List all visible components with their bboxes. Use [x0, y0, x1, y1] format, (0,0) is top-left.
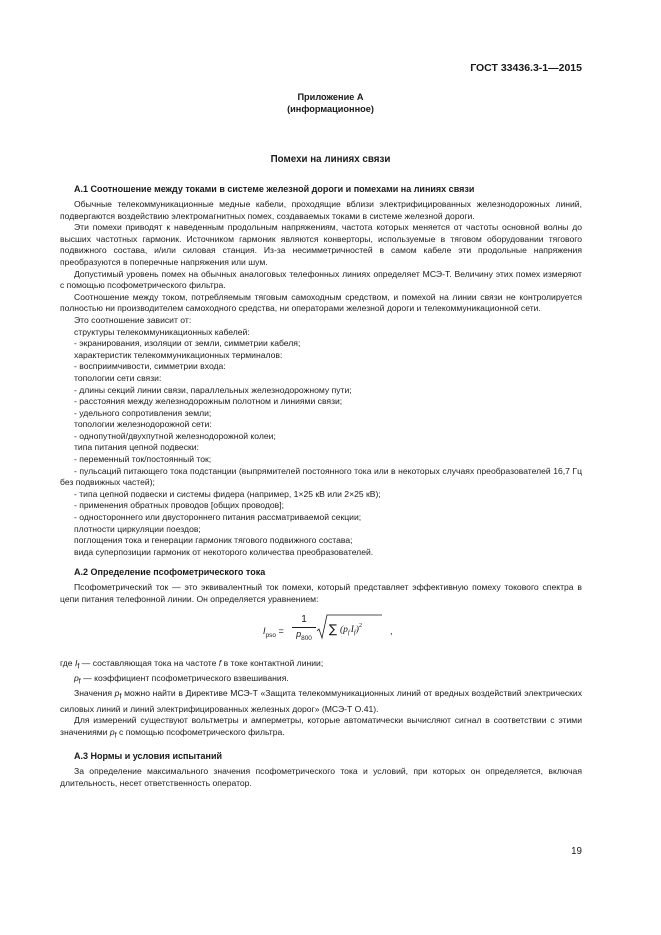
- page-title: Помехи на линиях связи: [270, 154, 391, 165]
- list-item: поглощения тока и генерации гармоник тягового подвижного состава;: [74, 535, 353, 546]
- list-item: топологии сети связи:: [74, 372, 162, 383]
- where-clause-2: $p_f$ — коэффициент псофометрического взвешивания.: [74, 672, 289, 686]
- page-number: 19: [571, 846, 582, 857]
- appendix-title: Приложение А: [297, 92, 364, 102]
- list-item: - типа цепной подвески и системы фидера (например, 1×25 кВ или 2×25 кВ);: [74, 488, 381, 499]
- paragraph: Эти помехи приводят к наведенным продольным напряжениям, частота которых меняется от частоты основной волны до высших частотных гармоник. Источником гармоник являются конверторы, используемые в тяговом оборудовании тягового подвижного состава, и/или силовая станция. Из-за несимметричностей в самом кабеле эти продольные напряжения преобразуются в поперечные напряжения или шум.: [60, 222, 582, 267]
- section-heading-a2: А.2 Определение псофометрического тока: [74, 567, 266, 578]
- paragraph: Для измерений существуют вольтметры и амперметры, которые автоматически вычисляют сигнал в соответствии с этими значениями $p_f$ с помощью псофометрического фильтра.: [60, 715, 582, 740]
- document-body: [60, 183, 582, 789]
- paragraph: Значения $p_f$ можно найти в Директиве МСЭ-Т «Защита телекоммуникационных линий от вредных воздействий электрических силовых линий и линий электрифицированных железных дорог» (МСЭ-Т О.41).: [60, 688, 582, 714]
- paragraph: Это соотношение зависит от:: [74, 314, 192, 325]
- appendix-subtitle: (информационное): [287, 103, 374, 114]
- formula-comma: ,: [390, 625, 393, 636]
- list-item: характеристик телекоммуникационных терминалов:: [74, 349, 283, 360]
- appendix-heading: [0, 92, 661, 115]
- list-item: - применения обратных проводов [общих проводов];: [74, 500, 284, 511]
- paragraph: Соотношение между током, потребляемым тяговым самоходным средством, и помехой на линии связи не контролируется полностью ни производителем самоходного средства, ни операторами железной дороги и телекоммуникационной сети.: [60, 291, 582, 314]
- section-heading-a1: А.1 Соотношение между токами в системе железной дороги и помехами на линиях связи: [74, 184, 475, 194]
- formula-fraction: [292, 614, 316, 644]
- list-item: типа питания цепной подвески:: [74, 442, 199, 453]
- paragraph: Обычные телекоммуникационные медные кабели, проходящие вблизи электрифицированных железнодорожных линий, подвергаются воздействию электромагнитных помех, создаваемых токами в системе железной дороги.: [60, 199, 582, 221]
- formula-lhs: $I_{pso}$ =: [263, 625, 284, 639]
- square-root-sum: [316, 613, 384, 641]
- formula-denominator: $p_{800}$: [296, 628, 312, 642]
- psophometric-formula: [60, 608, 582, 654]
- fraction-bar: [292, 627, 316, 628]
- list-item: - экранирования, изоляции от земли, симметрии кабеля;: [74, 338, 301, 349]
- list-item: - удельного сопротивления земли;: [74, 407, 212, 418]
- list-item: - однопутной/двухпутной железнодорожной колеи;: [74, 430, 276, 441]
- list-item: - одностороннего или двустороннего питания рассматриваемой секции;: [74, 512, 362, 523]
- sum-term: $(p_fI_f)^2$: [340, 621, 363, 636]
- formula-numerator: 1: [301, 613, 307, 625]
- list-item: вида суперпозиции гармоник от некоторого количества преобразователей.: [74, 546, 374, 557]
- section-heading-a3: А.3 Нормы и условия испытаний: [74, 751, 223, 762]
- list-item: - пульсаций питающего тока подстанции (выпрямителей постоянного тока или в некоторых случаях преобразователей 16,7 Гц без подвижных частей);: [60, 465, 582, 488]
- list-item: - расстояния между железнодорожным полотном и линиями связи;: [74, 396, 343, 407]
- list-item: - восприимчивости, симметрии входа:: [74, 361, 226, 372]
- list-item: - длины секций линии связи, параллельных железнодорожному пути;: [74, 384, 352, 395]
- paragraph: Допустимый уровень помех на обычных аналоговых телефонных линиях определяет МСЭ-Т. Величину этих помех измеряют с помощью псофометрического фильтра.: [60, 268, 582, 291]
- list-item: плотности циркуляции поездов;: [74, 523, 201, 534]
- paragraph: Псофометрический ток — это эквивалентный ток помехи, который представляет эффективную помеху токового спектра в цепи питания телефонной линии. Он определяется уравнением:: [60, 582, 582, 604]
- sum-symbol: ∑: [329, 621, 338, 636]
- list-item: структуры телекоммуникационных кабелей:: [74, 326, 250, 337]
- list-item: топологии железнодорожной сети:: [74, 419, 212, 430]
- paragraph: За определение максимального значения псофометрического тока и условий, при которых он определяется, включая длительность, несет ответственность оператор.: [60, 766, 582, 788]
- list-item: - переменный ток/постоянный ток;: [74, 454, 212, 465]
- document-code: ГОСТ 33436.3-1—2015: [470, 62, 582, 74]
- where-clause: где $I_f$ — составляющая тока на частоте f в токе контактной линии;: [60, 657, 324, 671]
